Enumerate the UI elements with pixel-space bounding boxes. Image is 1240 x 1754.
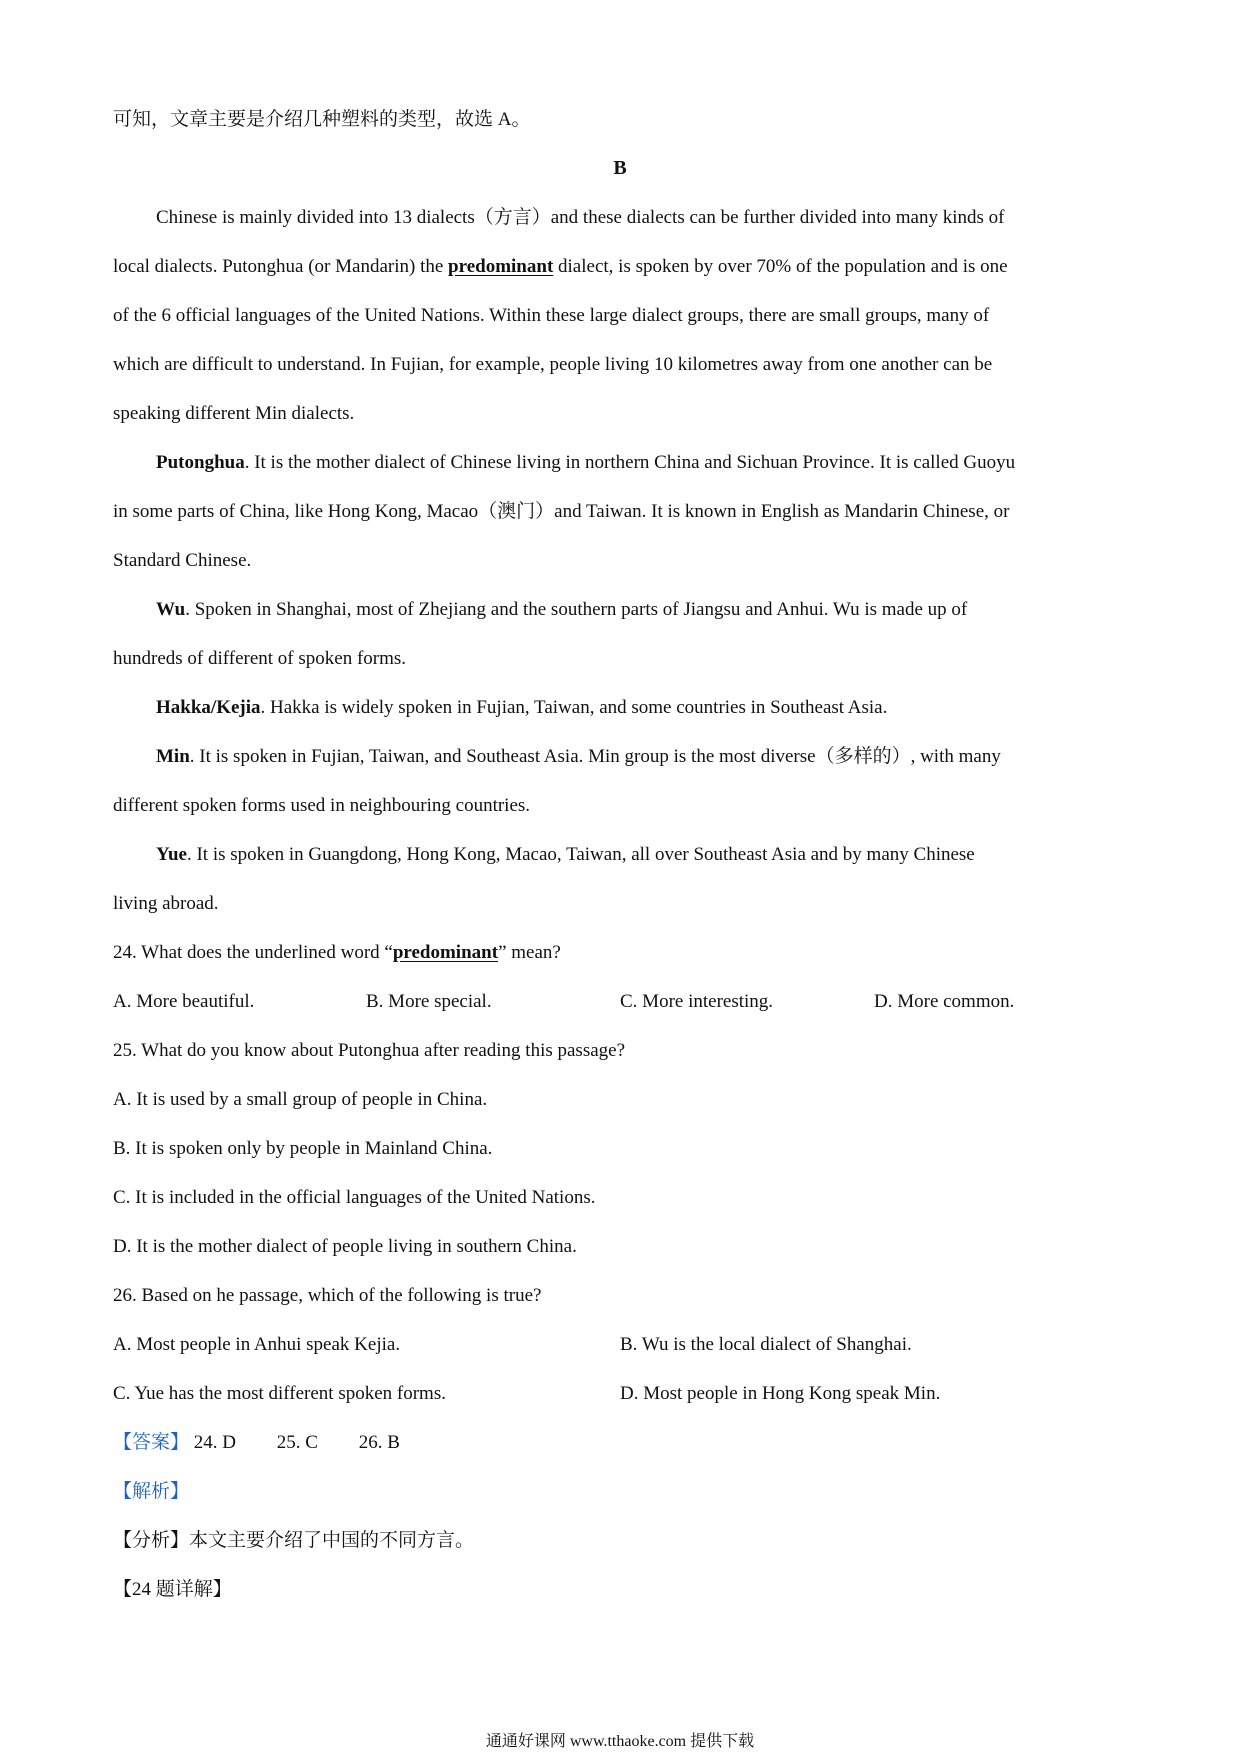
option-d: D. Most people in Hong Kong speak Min.: [620, 1383, 941, 1404]
intro-conclusion: 可知，文章主要是介绍几种塑料的类型，故选 A。: [113, 109, 531, 130]
passage-line: [156, 745, 1001, 769]
option-a: A. Most people in Anhui speak Kejia.: [113, 1334, 401, 1355]
detail-24-label: 【24 题详解】: [113, 1579, 232, 1600]
dialect-term: Wu: [156, 599, 186, 620]
passage-line: [156, 843, 975, 867]
option-b: B. More special.: [366, 991, 492, 1012]
option-c: C. Yue has the most different spoken forms.: [113, 1383, 446, 1404]
passage-text: . Hakka is widely spoken in Fujian, Taiwan, and some countries in Southeast Asia.: [260, 697, 888, 718]
passage-line: Standard Chinese.: [113, 550, 252, 571]
option-c: C. It is included in the official languages of the United Nations.: [113, 1187, 596, 1208]
question-text: 24. What does the underlined word “: [113, 942, 393, 963]
passage-line: hundreds of different of spoken forms.: [113, 648, 407, 669]
question-stem: [113, 941, 561, 965]
analysis-label: 【解析】: [113, 1481, 190, 1502]
passage-line: of the 6 official languages of the United Nations. Within these large dialect groups, there are small groups, many of: [113, 305, 990, 326]
dialect-term: Putonghua: [156, 452, 245, 473]
option-b: B. Wu is the local dialect of Shanghai.: [620, 1334, 912, 1355]
passage-line: [156, 451, 1015, 475]
passage-line: different spoken forms used in neighbouring countries.: [113, 795, 531, 816]
passage-text: . Spoken in Shanghai, most of Zhejiang and the southern parts of Jiangsu and Anhui. Wu is made up of: [185, 599, 968, 620]
passage-text: local dialects. Putonghua (or Mandarin) the: [113, 256, 449, 277]
option-d: D. It is the mother dialect of people living in southern China.: [113, 1236, 577, 1257]
underlined-word: predominant: [448, 256, 554, 277]
passage-text: dialect, is spoken by over 70% of the population and is one: [553, 256, 1008, 277]
question-stem: 25. What do you know about Putonghua after reading this passage?: [113, 1040, 626, 1061]
underlined-word: predominant: [392, 942, 499, 963]
option-c: C. More interesting.: [620, 991, 774, 1012]
answer-26: 26. B: [358, 1432, 400, 1453]
passage-text: . It is the mother dialect of Chinese living in northern China and Sichuan Province. It is called Guoyu: [244, 452, 1016, 473]
option-b: B. It is spoken only by people in Mainland China.: [113, 1138, 493, 1159]
answer-line: [113, 1431, 400, 1455]
passage-text: . It is spoken in Fujian, Taiwan, and Southeast Asia. Min group is the most diverse（多样的）, with many: [189, 746, 1001, 767]
answer-24: 24. D: [193, 1432, 236, 1453]
footer-credit: 通通好课网 www.tthaoke.com 提供下载: [485, 1733, 755, 1750]
dialect-term: Hakka/Kejia: [156, 697, 261, 718]
section-label: B: [613, 157, 627, 179]
passage-line: [156, 696, 887, 720]
option-d: D. More common.: [874, 991, 1015, 1012]
passage-line: Chinese is mainly divided into 13 dialects（方言）and these dialects can be further divided into many kinds of: [156, 207, 1005, 228]
passage-line: living abroad.: [113, 893, 219, 914]
passage-line: speaking different Min dialects.: [113, 403, 355, 424]
question-stem: 26. Based on he passage, which of the following is true?: [113, 1285, 542, 1306]
question-text: ” mean?: [498, 942, 561, 963]
answer-label: 【答案】: [113, 1432, 190, 1453]
option-a: A. More beautiful.: [113, 991, 255, 1012]
passage-text: . It is spoken in Guangdong, Hong Kong, Macao, Taiwan, all over Southeast Asia and by many Chinese: [186, 844, 975, 865]
analysis-summary: 【分析】本文主要介绍了中国的不同方言。: [113, 1530, 475, 1551]
passage-line: [156, 598, 967, 622]
passage-line: [113, 255, 1008, 279]
dialect-term: Yue: [156, 844, 187, 865]
passage-line: which are difficult to understand. In Fujian, for example, people living 10 kilometres away from one another can be: [113, 354, 993, 375]
option-a: A. It is used by a small group of people in China.: [113, 1089, 488, 1110]
passage-line: in some parts of China, like Hong Kong, Macao（澳门）and Taiwan. It is known in English as Mandarin Chinese, or: [113, 501, 1010, 522]
answer-25: 25. C: [276, 1432, 318, 1453]
dialect-term: Min: [156, 746, 190, 767]
